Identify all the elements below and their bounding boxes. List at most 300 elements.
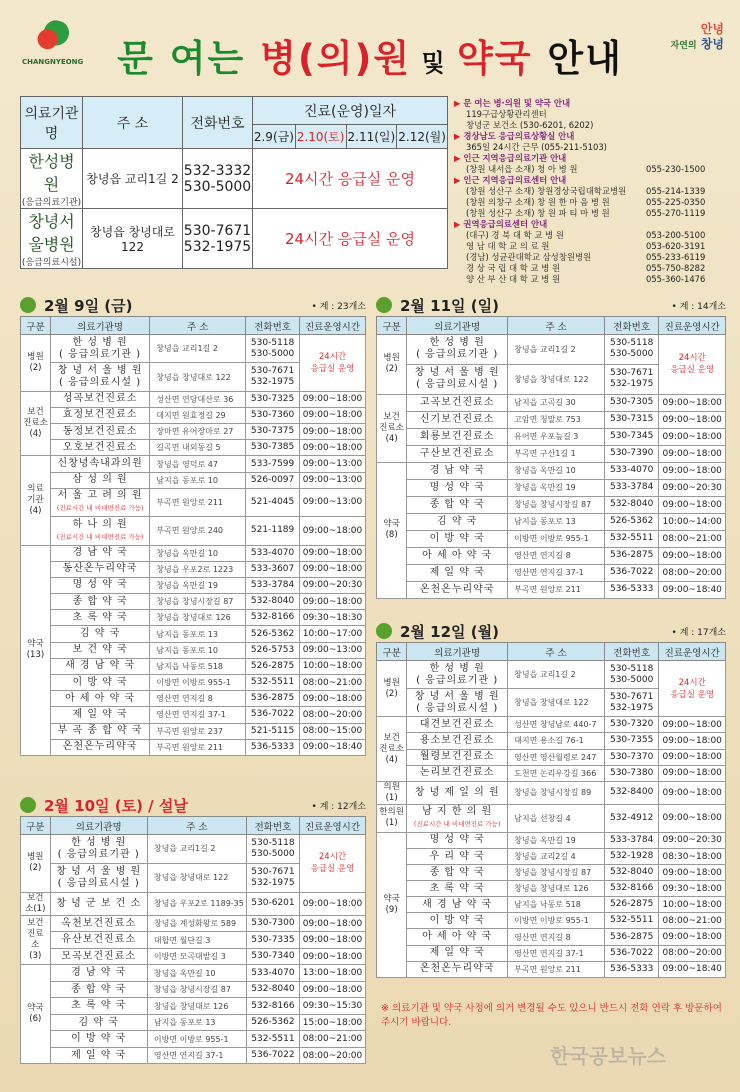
leaf-icon bbox=[376, 623, 392, 639]
title-part5: 안내 bbox=[532, 37, 623, 80]
institution-address: 창녕읍 영덕로 47 bbox=[150, 456, 246, 472]
institution-phone: 532-8040 bbox=[604, 865, 658, 881]
institution-phone: 536-2875 bbox=[604, 929, 658, 945]
institution-name: 우 리 약 국 bbox=[407, 848, 508, 864]
table-row bbox=[21, 391, 366, 407]
institution-address: 남지읍 선창길 4 bbox=[508, 804, 605, 832]
institution-name: 옥천보건진료소 bbox=[50, 915, 147, 932]
institution-address: 부곡면 원앙로 240 bbox=[150, 517, 246, 545]
table-row bbox=[21, 440, 366, 456]
section-feb12 bbox=[376, 620, 726, 978]
table-row bbox=[377, 865, 726, 881]
operating-hours: 10:00~18:00 bbox=[300, 658, 366, 674]
column-header: 구분 bbox=[21, 317, 51, 335]
institution-phone: 521-4045 bbox=[246, 488, 300, 516]
table-row bbox=[21, 610, 366, 626]
schedule-table bbox=[376, 642, 726, 978]
institution-address: 부곡면 원앙로 211 bbox=[508, 961, 605, 977]
info-heading: ▶ 인근 지역응급의료기관 안내 bbox=[454, 153, 730, 164]
institution-address: 창녕읍 교리1길 2 bbox=[508, 335, 605, 365]
institution-name: 종 합 약 국 bbox=[50, 594, 149, 610]
institution-name: 경 남 약 국 bbox=[407, 462, 508, 479]
institution-name: 남 지 한 의 원 (진료시간 내 비대면진료 가능) bbox=[407, 804, 508, 832]
table-header-row bbox=[21, 317, 366, 335]
operating-hours: 08:00~21:00 bbox=[659, 913, 726, 929]
institution-name: 초 록 약 국 bbox=[50, 998, 147, 1015]
info-heading: ▶ 권역응급의료센터 안내 bbox=[454, 219, 730, 230]
category-cell: 병원 (2) bbox=[21, 335, 51, 392]
table-row bbox=[377, 804, 726, 832]
operating-hours: 09:00~20:30 bbox=[659, 479, 726, 496]
institution-address: 이방면 이방로 955-1 bbox=[508, 913, 605, 929]
operating-hours: 09:00~18:00 bbox=[659, 749, 726, 765]
category-cell: 병원 (2) bbox=[21, 835, 51, 893]
table-header-row bbox=[377, 317, 726, 335]
operating-hours: 09:00~18:00 bbox=[659, 733, 726, 749]
institution-address: 창녕읍 창녕대로 122 bbox=[147, 863, 246, 892]
institution-phone: 530-7320 bbox=[604, 717, 658, 733]
institution-phone: 526-5362 bbox=[246, 626, 300, 642]
column-header: 주 소 bbox=[508, 317, 605, 335]
section-header bbox=[20, 294, 366, 316]
institution-phone: 536-2875 bbox=[604, 547, 658, 564]
column-header: 구분 bbox=[21, 817, 51, 835]
table-row bbox=[21, 577, 366, 593]
contact-line bbox=[454, 230, 730, 241]
operating-hours: 08:00~21:00 bbox=[659, 530, 726, 547]
table-row bbox=[21, 626, 366, 642]
table-row bbox=[377, 897, 726, 913]
table-row bbox=[377, 335, 726, 365]
operating-hours: 09:30~18:00 bbox=[659, 881, 726, 897]
category-cell: 보건 진료소 (4) bbox=[21, 391, 51, 456]
institution-address: 창녕읍 교리1길 2 bbox=[508, 661, 605, 689]
institution-phone: 536-5333 bbox=[246, 739, 300, 755]
institution-phone: 533-4070 bbox=[604, 462, 658, 479]
institution-phone: 530-7305 bbox=[604, 394, 658, 411]
institution-phone: 530-5118 530-5000 bbox=[246, 835, 299, 864]
institution-phone: 530-7380 bbox=[604, 765, 658, 781]
institution-address: 창녕읍 옥만길 19 bbox=[508, 479, 605, 496]
institution-name: 제 일 약 국 bbox=[50, 1047, 147, 1064]
contact-line bbox=[454, 197, 730, 208]
section-date: 2월 10일 (토) / 설날 bbox=[44, 796, 188, 815]
table-row bbox=[377, 581, 726, 598]
column-header: 의료기관명 bbox=[50, 817, 147, 835]
operating-hours: 08:00~15:00 bbox=[300, 723, 366, 739]
section-count: • 계 : 14개소 bbox=[671, 301, 726, 312]
operating-hours: 09:00~13:00 bbox=[300, 456, 366, 472]
institution-phone: 532-8400 bbox=[604, 781, 658, 804]
title-part2: 병(의)원 bbox=[260, 37, 412, 80]
institution-phone: 530-7671 532-1975 bbox=[246, 363, 300, 391]
operating-hours: 08:00~20:00 bbox=[659, 945, 726, 961]
hospital-phone: 530-5000 bbox=[183, 178, 252, 195]
table-row bbox=[377, 765, 726, 781]
column-header: 주 소 bbox=[147, 817, 246, 835]
section-feb11 bbox=[376, 294, 726, 599]
category-cell: 병원 (2) bbox=[377, 335, 407, 395]
institution-phone: 533-3784 bbox=[604, 832, 658, 848]
institution-name: 김 약 국 bbox=[50, 626, 149, 642]
institution-address: 이방면 모곡대밭길 3 bbox=[147, 948, 246, 965]
institution-name: 창 녕 서 울 병 원 ( 응급의료시설 ) bbox=[50, 863, 147, 892]
institution-name: 서 울 고 려 의 원 (진료시간 내 비대면진료 가능) bbox=[50, 488, 149, 516]
table-row bbox=[377, 781, 726, 804]
operating-hours: 09:00~18:00 bbox=[300, 981, 366, 998]
table-row bbox=[21, 981, 366, 998]
operating-hours: 09:00~18:00 bbox=[300, 440, 366, 456]
institution-address: 도천면 논리우강길 366 bbox=[508, 765, 605, 781]
institution-address: 영산면 연지길 8 bbox=[150, 691, 246, 707]
table-row bbox=[21, 561, 366, 577]
institution-address: 부곡면 원앙로 211 bbox=[508, 581, 605, 598]
operating-hours: 09:00~18:00 bbox=[659, 804, 726, 832]
section-count: • 계 : 23개소 bbox=[311, 301, 366, 312]
table-row bbox=[377, 530, 726, 547]
institution-phone: 530-6201 bbox=[246, 892, 299, 915]
institution-phone: 530-5118 530-5000 bbox=[604, 661, 658, 689]
table-row bbox=[377, 513, 726, 530]
institution-phone: 526-0097 bbox=[246, 472, 300, 488]
institution-name: 명 성 약 국 bbox=[50, 577, 149, 593]
section-count: • 계 : 12개소 bbox=[311, 801, 366, 812]
contact-phone: 053-620-3191 bbox=[646, 241, 706, 251]
table-row bbox=[377, 848, 726, 864]
contact-name: 양 산 부 산 대 학 교 병 원 bbox=[466, 274, 561, 284]
institution-name: 경 남 약 국 bbox=[50, 545, 149, 561]
institution-phone: 530-7671 532-1975 bbox=[604, 364, 658, 394]
operating-hours: 09:00~18:00 bbox=[300, 517, 366, 545]
table-row bbox=[377, 913, 726, 929]
header-days: 진료(운영)일자 bbox=[253, 97, 448, 125]
institution-address: 영산면 연지길 37-1 bbox=[508, 564, 605, 581]
table-row bbox=[21, 658, 366, 674]
institution-address: 창녕읍 옥만길 19 bbox=[150, 577, 246, 593]
category-cell: 한의원 (1) bbox=[377, 804, 407, 832]
table-row bbox=[377, 462, 726, 479]
institution-name: 새 경 남 약 국 bbox=[407, 897, 508, 913]
contact-phone: 055-225-0350 bbox=[646, 197, 706, 207]
county-emblem-icon bbox=[30, 20, 74, 52]
contact-name: (창원 의창구 소재) 창 원 한 마 음 병 원 bbox=[466, 197, 610, 207]
operating-hours: 09:30~18:30 bbox=[300, 610, 366, 626]
institution-phone: 526-5753 bbox=[246, 642, 300, 658]
institution-phone: 532-5511 bbox=[604, 913, 658, 929]
institution-name: 아 세 아 약 국 bbox=[50, 691, 149, 707]
remote-consult-note: (진료시간 내 비대면진료 가능) bbox=[56, 504, 144, 513]
operating-hours: 09:00~20:30 bbox=[659, 832, 726, 848]
institution-name: 창 녕 제 일 의 원 bbox=[407, 781, 508, 804]
institution-phone: 536-7022 bbox=[246, 707, 300, 723]
header-phone: 전화번호 bbox=[183, 97, 253, 149]
table-row bbox=[21, 472, 366, 488]
hospital-name: 한성병원 bbox=[28, 152, 75, 194]
institution-name: 초 록 약 국 bbox=[50, 610, 149, 626]
institution-address: 유어면 우포늪길 3 bbox=[508, 428, 605, 445]
institution-phone: 532-1928 bbox=[604, 848, 658, 864]
table-row bbox=[21, 723, 366, 739]
hospital-type: (응급의료시설) bbox=[21, 258, 82, 268]
institution-name: 월령보건진료소 bbox=[407, 749, 508, 765]
contact-phone: 055-360-1476 bbox=[646, 274, 706, 284]
institution-address: 부곡면 구산1길 1 bbox=[508, 445, 605, 462]
institution-address: 창녕읍 창녕시장길 89 bbox=[508, 781, 605, 804]
table-row bbox=[377, 564, 726, 581]
institution-address: 창녕읍 우포2로 1223 bbox=[150, 561, 246, 577]
institution-phone: 532-8040 bbox=[246, 981, 299, 998]
institution-name: 신기보건진료소 bbox=[407, 411, 508, 428]
hospital-address: 창녕읍 창녕대로 122 bbox=[83, 209, 183, 269]
leaf-icon bbox=[20, 297, 36, 313]
column-header: 의료기관명 bbox=[50, 317, 149, 335]
institution-name: 삼 성 의 원 bbox=[50, 472, 149, 488]
institution-name: 새 경 남 약 국 bbox=[50, 658, 149, 674]
schedule-table bbox=[20, 816, 366, 1064]
slogan-line2: 창녕 bbox=[700, 37, 724, 51]
institution-name: 이 방 약 국 bbox=[50, 1031, 147, 1048]
institution-address: 남지읍 고곡길 30 bbox=[508, 394, 605, 411]
operating-hours: 09:00~18:00 bbox=[659, 428, 726, 445]
category-cell: 보건 진료소 (4) bbox=[377, 394, 407, 462]
slogan-line1: 안녕 bbox=[700, 22, 724, 36]
institution-address: 이방면 이방로 955-1 bbox=[147, 1031, 246, 1048]
institution-name: 효정보건진료소 bbox=[50, 407, 149, 423]
institution-address: 남지읍 동포로 13 bbox=[150, 626, 246, 642]
operating-hours: 09:30~15:30 bbox=[300, 998, 366, 1015]
institution-name: 이 방 약 국 bbox=[407, 913, 508, 929]
column-header: 진료운영시간 bbox=[659, 643, 726, 661]
table-row bbox=[21, 149, 448, 209]
institution-address: 성산면 창녕남로 440-7 bbox=[508, 717, 605, 733]
institution-phone: 536-5333 bbox=[604, 961, 658, 977]
contact-name: (대구) 경 북 대 학 교 병 원 bbox=[466, 230, 564, 240]
section-feb10 bbox=[20, 794, 366, 1064]
institution-name: 신창녕속내과의원 bbox=[50, 456, 149, 472]
info-text: 창녕군 보건소 (530-6201, 6202) bbox=[466, 120, 594, 130]
section-title bbox=[20, 795, 188, 816]
table-row bbox=[377, 428, 726, 445]
institution-name: 아 세 아 약 국 bbox=[407, 547, 508, 564]
institution-address: 대지면 용소길 76-1 bbox=[508, 733, 605, 749]
column-header: 의료기관명 bbox=[407, 317, 508, 335]
institution-phone: 530-7345 bbox=[604, 428, 658, 445]
column-header: 전화번호 bbox=[604, 317, 658, 335]
column-header: 전화번호 bbox=[246, 317, 300, 335]
institution-name: 온천온누리약국 bbox=[407, 961, 508, 977]
institution-address: 창녕읍 옥만길 10 bbox=[508, 462, 605, 479]
institution-address: 창녕읍 계성화왕로 589 bbox=[147, 915, 246, 932]
contact-line bbox=[454, 263, 730, 274]
date-feb9: 2.9(금) bbox=[253, 125, 296, 149]
institution-name: 제 일 약 국 bbox=[50, 707, 149, 723]
institution-name: 구산보건진료소 bbox=[407, 445, 508, 462]
institution-phone: 532-8040 bbox=[246, 594, 300, 610]
er-status: 24시간 응급실 운영 bbox=[253, 209, 448, 269]
institution-address: 장마면 유어장마로 27 bbox=[150, 424, 246, 440]
operating-hours: 09:00~18:00 bbox=[659, 865, 726, 881]
institution-phone: 530-5118 530-5000 bbox=[604, 335, 658, 365]
slogan-pre: 자연의 bbox=[670, 41, 697, 51]
operating-hours: 13:00~18:00 bbox=[300, 965, 366, 982]
operating-hours: 08:00~21:00 bbox=[300, 1031, 366, 1048]
institution-phone: 530-7355 bbox=[604, 733, 658, 749]
info-heading: ▶ 인근 지역응급의료센터 안내 bbox=[454, 175, 730, 186]
operating-hours: 09:00~18:00 bbox=[300, 561, 366, 577]
category-cell: 병원 (2) bbox=[377, 661, 407, 717]
institution-name: 대견보건진료소 bbox=[407, 717, 508, 733]
category-cell: 보건소(1) bbox=[21, 892, 51, 915]
operating-hours: 09:00~18:00 bbox=[300, 545, 366, 561]
table-row bbox=[377, 749, 726, 765]
operating-hours: 09:00~18:00 bbox=[659, 547, 726, 564]
institution-phone: 536-7022 bbox=[604, 945, 658, 961]
table-row bbox=[21, 1014, 366, 1031]
table-row bbox=[377, 733, 726, 749]
institution-address: 영산면 연지길 37-1 bbox=[508, 945, 605, 961]
institution-address: 영산면 영산월령로 247 bbox=[508, 749, 605, 765]
table-row bbox=[21, 545, 366, 561]
column-header: 진료운영시간 bbox=[659, 317, 726, 335]
column-header: 구분 bbox=[377, 317, 407, 335]
hospital-name: 창녕서울병원 bbox=[28, 212, 75, 254]
info-heading: ▶ 경상남도 응급의료상황실 안내 bbox=[454, 131, 730, 142]
institution-phone: 530-7325 bbox=[246, 391, 300, 407]
column-header: 전화번호 bbox=[604, 643, 658, 661]
column-header: 진료운영시간 bbox=[300, 817, 366, 835]
institution-address: 창녕읍 창녕시장길 87 bbox=[150, 594, 246, 610]
schedule-table bbox=[20, 316, 366, 756]
institution-name: 종 합 약 국 bbox=[50, 981, 147, 998]
operating-hours: 08:00~20:00 bbox=[300, 1047, 366, 1064]
operating-hours: 10:00~18:00 bbox=[659, 897, 726, 913]
contact-name: 영 남 대 학 교 의 료 원 bbox=[466, 241, 550, 251]
category-cell: 약국 (6) bbox=[21, 965, 51, 1064]
institution-phone: 530-7375 bbox=[246, 424, 300, 440]
er-status: 24시간 응급실 운영 bbox=[253, 149, 448, 209]
contact-name: (창원 성산구 소재) 창 원 파 티 마 병 원 bbox=[466, 208, 610, 218]
institution-address: 남지읍 낙동로 518 bbox=[508, 897, 605, 913]
institution-address: 창녕읍 우포2로 1189-35 bbox=[147, 892, 246, 915]
table-row bbox=[21, 707, 366, 723]
hospital-phone: 532-1975 bbox=[183, 238, 252, 255]
institution-name: 명 성 약 국 bbox=[407, 832, 508, 848]
institution-address: 남지읍 동포로 10 bbox=[150, 642, 246, 658]
institution-name: 유산보건진료소 bbox=[50, 932, 147, 949]
operating-hours: 24시간 응급실 운영 bbox=[300, 335, 366, 392]
emergency-summary-table bbox=[20, 96, 448, 269]
contact-name: (경남) 성균관대학교 삼성창원병원 bbox=[466, 252, 592, 262]
info-heading: ▶ 문 여는 병·의원 및 약국 안내 bbox=[454, 98, 730, 109]
table-row bbox=[377, 961, 726, 977]
title-part4: 약국 bbox=[457, 37, 533, 80]
institution-name: 이 방 약 국 bbox=[50, 675, 149, 691]
date-feb10: 2.10(토) bbox=[295, 125, 346, 149]
category-cell: 의료 기관 (4) bbox=[21, 456, 51, 545]
section-header bbox=[20, 794, 366, 816]
institution-name: 초 록 약 국 bbox=[407, 881, 508, 897]
operating-hours: 10:00~17:00 bbox=[300, 626, 366, 642]
table-row bbox=[21, 488, 366, 516]
institution-name: 회룡보건진료소 bbox=[407, 428, 508, 445]
category-cell: 약국 (8) bbox=[377, 462, 407, 598]
institution-phone: 530-7335 bbox=[246, 932, 299, 949]
institution-phone: 533-3784 bbox=[604, 479, 658, 496]
institution-address: 이방면 이방로 955-1 bbox=[508, 530, 605, 547]
table-row bbox=[21, 675, 366, 691]
operating-hours: 09:00~13:00 bbox=[300, 488, 366, 516]
institution-phone: 532-8166 bbox=[604, 881, 658, 897]
section-header bbox=[376, 294, 726, 316]
institution-phone: 530-7671 532-1975 bbox=[246, 863, 299, 892]
operating-hours: 24시간 응급실 운영 bbox=[300, 835, 366, 893]
table-header-row bbox=[21, 817, 366, 835]
info-text: 365일 24시간 근무 (055-211-5103) bbox=[466, 142, 607, 152]
institution-name: 한 성 병 원 ( 응급의료기관 ) bbox=[50, 835, 147, 864]
hospital-address: 창녕읍 교리1길 2 bbox=[83, 149, 183, 209]
section-date: 2월 12일 (월) bbox=[400, 622, 499, 641]
operating-hours: 08:30~18:00 bbox=[659, 848, 726, 864]
table-row bbox=[377, 411, 726, 428]
institution-name: 창 녕 서 울 병 원 ( 응급의료시설 ) bbox=[407, 364, 508, 394]
table-row bbox=[21, 594, 366, 610]
table-row bbox=[377, 547, 726, 564]
operating-hours: 15:00~18:00 bbox=[300, 1014, 366, 1031]
institution-address: 길곡면 내외동길 5 bbox=[150, 440, 246, 456]
category-cell: 보건 진료소 (3) bbox=[21, 915, 51, 965]
institution-address: 창녕읍 교리2길 4 bbox=[508, 848, 605, 864]
institution-name: 종 합 약 국 bbox=[407, 496, 508, 513]
institution-name: 한 성 병 원 ( 응급의료기관 ) bbox=[407, 661, 508, 689]
institution-phone: 530-7315 bbox=[604, 411, 658, 428]
institution-address: 남지읍 동포로 10 bbox=[150, 472, 246, 488]
institution-name: 논리보건진료소 bbox=[407, 765, 508, 781]
table-row bbox=[21, 965, 366, 982]
institution-address: 창녕읍 창녕시장길 87 bbox=[147, 981, 246, 998]
institution-name: 제 일 약 국 bbox=[407, 945, 508, 961]
institution-name: 이 방 약 국 bbox=[407, 530, 508, 547]
leaf-icon bbox=[20, 797, 36, 813]
category-cell: 의원(1) bbox=[377, 781, 407, 804]
changnyeong-logo bbox=[22, 20, 82, 72]
institution-phone: 532-8166 bbox=[246, 610, 300, 626]
institution-phone: 533-4070 bbox=[246, 965, 299, 982]
institution-phone: 530-7385 bbox=[246, 440, 300, 456]
operating-hours: 09:00~13:00 bbox=[300, 472, 366, 488]
operating-hours: 09:00~18:00 bbox=[659, 765, 726, 781]
table-row bbox=[377, 496, 726, 513]
institution-name: 한 성 병 원 ( 응급의료기관 ) bbox=[50, 335, 149, 363]
operating-hours: 09:00~18:40 bbox=[659, 581, 726, 598]
institution-address: 고암면 청말로 753 bbox=[508, 411, 605, 428]
institution-address: 대합면 월단길 3 bbox=[147, 932, 246, 949]
category-cell: 약국 (9) bbox=[377, 832, 407, 977]
institution-phone: 536-7022 bbox=[246, 1047, 299, 1064]
institution-phone: 526-5362 bbox=[604, 513, 658, 530]
operating-hours: 09:00~18:00 bbox=[300, 948, 366, 965]
table-row bbox=[377, 929, 726, 945]
disclaimer-note: ※ 의료기관 및 약국 사정에 의거 변경될 수도 있으니 반드시 전화 연락 후 방문하여 주시기 바랍니다. bbox=[381, 1003, 722, 1028]
institution-phone: 521-1189 bbox=[246, 517, 300, 545]
institution-address: 창녕읍 창녕시장길 87 bbox=[508, 496, 605, 513]
category-cell: 약국 (13) bbox=[21, 545, 51, 755]
institution-address: 남지읍 동포로 13 bbox=[147, 1014, 246, 1031]
operating-hours: 09:00~18:00 bbox=[300, 391, 366, 407]
institution-phone: 521-5115 bbox=[246, 723, 300, 739]
institution-address: 부곡면 원앙로 211 bbox=[150, 488, 246, 516]
operating-hours: 24시간 응급실 운영 bbox=[659, 335, 726, 395]
column-header: 주 소 bbox=[150, 317, 246, 335]
